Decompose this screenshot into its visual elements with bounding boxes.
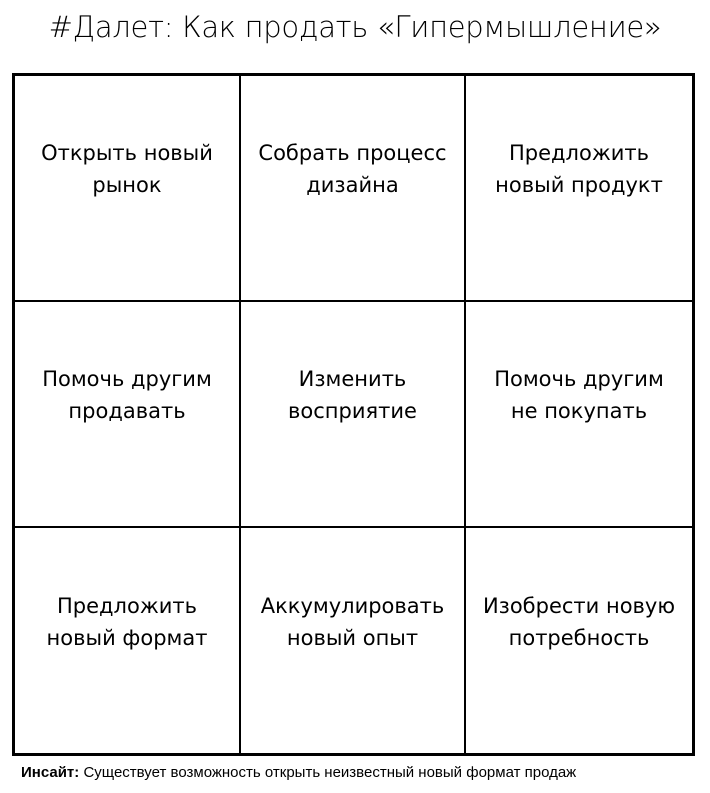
cell-text: Предложить новый формат bbox=[46, 593, 208, 650]
insight-text: Существует возможность открыть неизвестный новый формат продаж bbox=[83, 764, 577, 781]
grid-cell bbox=[241, 528, 466, 753]
grid-cell bbox=[15, 76, 241, 302]
grid-cell bbox=[241, 302, 466, 528]
grid-cell bbox=[466, 76, 692, 302]
cell-text: Изменить восприятие bbox=[288, 367, 417, 423]
cell-text: Аккумулировать новый опыт bbox=[260, 593, 445, 650]
grid-cell bbox=[466, 302, 692, 528]
cell-text: Изобрести новую потребность bbox=[482, 593, 676, 650]
insight-note bbox=[21, 764, 576, 781]
cell-text: Собрать процесс дизайна bbox=[258, 141, 447, 197]
grid-cell bbox=[15, 528, 241, 753]
insight-label: Инсайт: bbox=[21, 764, 80, 781]
grid-cell bbox=[466, 528, 692, 753]
cell-text: Предложить новый продукт bbox=[495, 141, 663, 197]
grid-cell bbox=[241, 76, 466, 302]
cell-text: Помочь другим продавать bbox=[42, 367, 212, 423]
cell-text: Открыть новый рынок bbox=[41, 141, 213, 197]
grid-cell bbox=[15, 302, 241, 528]
strategy-grid bbox=[12, 73, 695, 756]
cell-text: Помочь другим не покупать bbox=[494, 367, 664, 423]
page-title: #Далет: Как продать «Гипермышление» bbox=[48, 10, 662, 44]
